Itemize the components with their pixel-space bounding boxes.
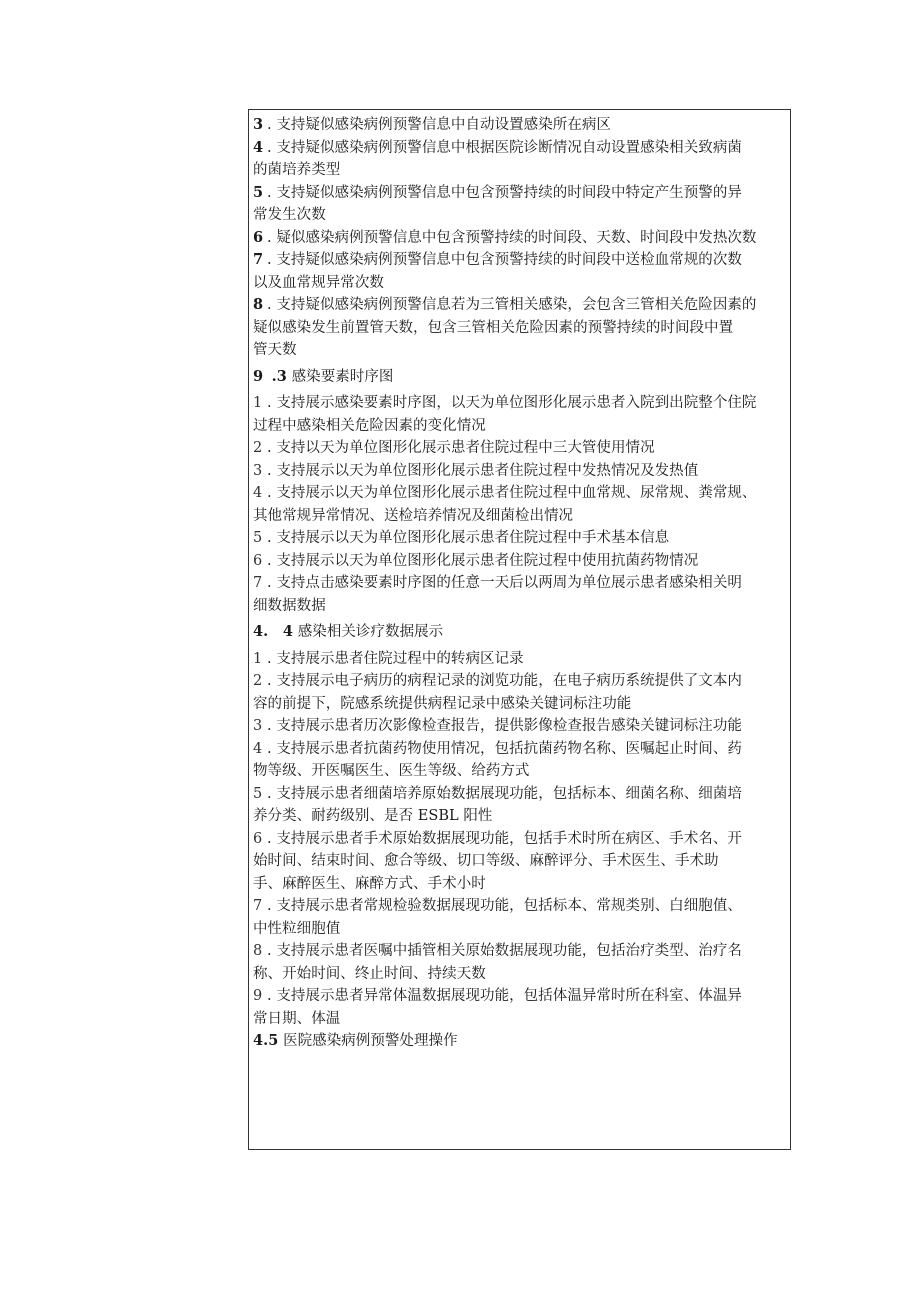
list-item-line [253,137,786,160]
list-item-text: 其他常规异常情况、送检培养情况及细菌检出情况 [253,507,574,524]
list-item-number: 2 [253,673,263,689]
section-alert-info [253,114,786,362]
heading-number: 9 [253,367,264,385]
heading-4-3 [253,366,786,389]
list-item-text: 始时间、结束时间、愈合等级、切口等级、麻醉评分、手术医生、手术助 [253,853,719,869]
heading-text: 感染要素时序图 [291,368,394,385]
list-item-line [253,392,786,415]
heading-subnumber: 4 [282,623,294,640]
list-item-line [253,595,786,618]
list-item-number: 7 [253,898,263,914]
list-item-line [253,895,786,918]
list-item-line [253,317,786,340]
list-item-number: 6 [253,228,264,246]
list-item-line [253,339,786,362]
list-item-text: . 支持点击感染要素时序图的任意一天后以两周为单位展示患者感染相关明 [267,575,742,591]
list-item-text: 称、开始时间、终止时间、持续天数 [253,965,486,982]
list-item-line [253,963,786,986]
section-timeline [253,392,786,617]
list-item-line [253,460,786,483]
list-item-text: . 支持展示患者常规检验数据展现功能，包括标本、常规类别、白细胞值、 [267,898,742,914]
list-item-line [253,918,786,941]
list-item-line [253,482,786,505]
list-item-number: 3 [253,462,263,479]
list-item-line [253,204,786,227]
list-item-text: 疑似感染发生前置管天数，包含三管相关危险因素的预警持续的时间段中置 [253,319,734,336]
list-item-line [253,437,786,460]
list-item-text: . 支持展示患者历次影像检查报告，提供影像检查报告感染关键词标注功能 [267,718,742,734]
list-item-text: 手、麻醉医生、麻醉方式、手术小时 [253,875,486,892]
list-item-line [253,572,786,595]
list-item-number: 4 [253,485,263,501]
list-item-number: 1 [253,395,263,411]
list-item-number: 5 [253,785,263,802]
list-item-text: 管天数 [253,342,297,358]
list-item-line [253,760,786,783]
list-item-text: . 支持展示以天为单位图形化展示患者住院过程中发热情况及发热值 [267,462,699,479]
heading-text: 医院感染病例预警处理操作 [283,1033,458,1049]
list-item-line [253,1008,786,1031]
list-item-text: . 支持疑似感染病例预警信息中根据医院诊断情况自动设置感染相关致病菌 [267,139,742,156]
list-item-number: 8 [253,943,263,959]
list-item-line [253,527,786,550]
list-item-text: . 支持疑似感染病例预警信息中包含预警持续的时间段中特定产生预警的异 [267,184,742,201]
list-item-text: . 支持展示患者抗菌药物使用情况，包括抗菌药物名称、医嘱起止时间、药 [267,740,742,757]
list-item-text: 细数据数据 [253,597,326,614]
heading-subnumber: .3 [271,367,287,385]
list-item-text: . 支持展示患者医嘱中插管相关原始数据展现功能，包括治疗类型、治疗名 [267,943,742,959]
list-item-line [253,415,786,438]
list-item-text: . 支持以天为单位图形化展示患者住院过程中三大管使用情况 [267,440,655,456]
list-item-number: 7 [253,575,263,591]
list-item-number: 3 [253,116,264,133]
heading-text: 感染相关诊疗数据展示 [297,624,444,640]
list-item-line [253,670,786,693]
list-item-text: . 支持展示患者住院过程中的转病区记录 [267,650,524,667]
list-item-number: 6 [253,830,263,847]
list-item-line [253,805,786,828]
list-item-line [253,272,786,295]
list-item-text: 物等级、开医嘱医生、医生等级、给药方式 [253,763,530,779]
list-item-line [253,505,786,528]
list-item-number: 2 [253,440,263,456]
list-item-number: 4 [253,138,264,156]
list-item-text: 的菌培养类型 [253,162,341,178]
section-clinical-data [253,648,786,1031]
heading-number: 4.5 [253,1032,279,1049]
list-item-text: . 支持展示患者异常体温数据展现功能，包括体温异常时所在科室、体温异 [267,988,742,1004]
list-item-text: 过程中感染相关危险因素的变化情况 [253,417,486,434]
list-item-line [253,738,786,761]
list-item-number: 8 [253,296,264,313]
list-item-text: . 支持展示以天为单位图形化展示患者住院过程中使用抗菌药物情况 [267,552,699,569]
list-item-line [253,249,786,272]
heading-4-4 [253,621,786,644]
list-item-line [253,294,786,317]
list-item-number: 4 [253,740,263,757]
list-item-line [253,550,786,573]
list-item-text: . 支持疑似感染病例预警信息中自动设置感染所在病区 [267,117,611,133]
list-item-line [253,227,786,250]
list-item-number: 5 [253,183,264,201]
list-item-text: 常日期、体温 [253,1010,341,1027]
list-item-text: 容的前提下，院感系统提供病程记录中感染关键词标注功能 [253,695,632,712]
list-item-text: 以及血常规异常次数 [253,274,384,291]
heading-number: 4. [253,623,269,640]
list-item-text: . 支持展示以天为单位图形化展示患者住院过程中血常规、尿常规、粪常规、 [267,485,757,501]
list-item-text: . 支持展示电子病历的病程记录的浏览功能，在电子病历系统提供了文本内 [267,673,742,689]
list-item-text: . 支持疑似感染病例预警信息若为三管相关感染，会包含三管相关危险因素的 [267,297,757,313]
document-table-cell [248,109,791,1150]
list-item-number: 7 [253,251,264,268]
list-item-number: 1 [253,650,263,667]
list-item-text: . 支持展示患者手术原始数据展现功能，包括手术时所在病区、手术名、开 [267,830,742,847]
list-item-line [253,159,786,182]
list-item-text: 常发生次数 [253,207,326,223]
list-item-number: 3 [253,718,263,734]
list-item-line [253,648,786,671]
list-item-text: . 支持展示感染要素时序图，以天为单位图形化展示患者入院到出院整个住院 [267,395,757,411]
list-item-line [253,783,786,806]
list-item-line [253,873,786,896]
list-item-text: 养分类、耐药级别、是否 ESBL 阳性 [253,808,493,824]
list-item-number: 6 [253,552,263,569]
list-item-text: . 支持展示以天为单位图形化展示患者住院过程中手术基本信息 [267,530,670,546]
list-item-line [253,114,786,137]
list-item-line [253,693,786,716]
list-item-number: 5 [253,530,263,546]
list-item-text: 中性粒细胞值 [253,920,341,937]
list-item-line [253,985,786,1008]
list-item-line [253,940,786,963]
list-item-text: . 支持展示患者细菌培养原始数据展现功能，包括标本、细菌名称、细菌培 [267,785,742,802]
list-item-line [253,850,786,873]
list-item-line [253,828,786,851]
list-item-number: 9 [253,988,263,1004]
heading-4-5 [253,1030,786,1053]
list-item-text: . 疑似感染病例预警信息中包含预警持续的时间段、天数、时间段中发热次数 [267,229,757,246]
list-item-line [253,715,786,738]
list-item-line [253,182,786,205]
list-item-text: . 支持疑似感染病例预警信息中包含预警持续的时间段中送检血常规的次数 [267,252,742,268]
